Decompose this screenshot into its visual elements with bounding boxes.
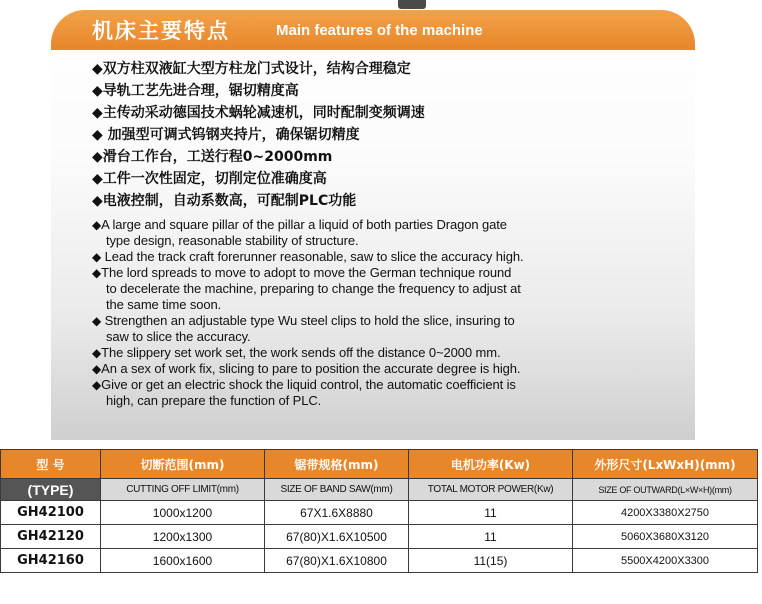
features-panel xyxy=(51,10,695,440)
table-row xyxy=(1,525,758,549)
feature-text-en: An a sex of work fix, slicing to pare to position the accurate degree is high. xyxy=(101,361,521,376)
motor-power-cell: 11(15) xyxy=(409,549,573,573)
feature-text-zh: 工件一次性固定，切削定位准确度高 xyxy=(102,171,327,187)
feature-text-en: to decelerate the machine, preparing to change the frequency to adjust at xyxy=(106,281,521,296)
feature-item-en xyxy=(92,281,692,297)
band-saw-cell: 67(80)X1.6X10500 xyxy=(265,525,409,549)
diamond-bullet-icon: ◆ xyxy=(92,193,103,209)
feature-item-en xyxy=(92,361,692,377)
feature-text-en: A large and square pillar of the pillar a liquid of both parties Dragon gate xyxy=(101,217,507,232)
feature-item-en xyxy=(92,249,692,265)
header-outward-size-en: SIZE OF OUTWARD(L×W×H)(mm) xyxy=(573,479,758,501)
feature-item-en xyxy=(92,313,692,329)
feature-item-en xyxy=(92,233,692,249)
band-saw-cell: 67(80)X1.6X10800 xyxy=(265,549,409,573)
model-cell: GH42160 xyxy=(1,549,101,573)
feature-text-zh: 双方柱双液缸大型方柱龙门式设计，结构合理稳定 xyxy=(102,61,411,77)
feature-text-en: The lord spreads to move to adopt to move the German technique round xyxy=(101,265,512,280)
header-band-saw-en: SIZE OF BAND SAW(mm) xyxy=(265,479,409,501)
diamond-bullet-icon: ◆ xyxy=(92,314,102,328)
feature-text-en: Give or get an electric shock the liquid control, the automatic coefficient is xyxy=(101,377,516,392)
feature-text-en: Strengthen an adjustable type Wu steel clips to hold the slice, insuring to xyxy=(101,313,515,328)
feature-text-en: the same time soon. xyxy=(106,297,222,312)
diamond-bullet-icon: ◆ xyxy=(92,266,102,280)
cutting-limit-cell: 1600x1600 xyxy=(101,549,265,573)
feature-item-en xyxy=(92,265,692,281)
diamond-bullet-icon: ◆ xyxy=(92,171,103,187)
feature-text-en: type design, reasonable stability of structure. xyxy=(106,233,359,248)
diamond-bullet-icon: ◆ xyxy=(92,378,102,392)
feature-text-en: The slippery set work set, the work sends off the distance 0~2000 mm. xyxy=(101,345,501,360)
diamond-bullet-icon: ◆ xyxy=(92,61,103,77)
header-type-en: (TYPE) xyxy=(1,479,101,501)
table-row xyxy=(1,549,758,573)
title-chinese: 机床主要特点 xyxy=(92,19,230,43)
feature-item-zh xyxy=(92,190,425,212)
header-cutting-limit-en: CUTTING OFF LIMIT(mm) xyxy=(101,479,265,501)
header-outward-size-zh: 外形尺寸(LxWxH)(mm) xyxy=(573,450,758,479)
feature-item-zh xyxy=(92,168,425,190)
motor-power-cell: 11 xyxy=(409,525,573,549)
feature-item-zh xyxy=(92,80,425,102)
features-list-english xyxy=(92,217,692,409)
feature-item-en xyxy=(92,329,692,345)
band-saw-cell: 67X1.6X8880 xyxy=(265,501,409,525)
features-header xyxy=(51,10,695,50)
cutting-limit-cell: 1200x1300 xyxy=(101,525,265,549)
diamond-bullet-icon: ◆ xyxy=(92,83,103,99)
feature-item-en xyxy=(92,297,692,313)
feature-text-en: Lead the track craft forerunner reasonable, saw to slice the accuracy high. xyxy=(101,249,524,264)
diamond-bullet-icon: ◆ xyxy=(92,218,102,232)
feature-text-en: saw to slice the accuracy. xyxy=(106,329,251,344)
feature-text-zh: 滑台工作台，工送行程0~2000mm xyxy=(102,149,333,165)
motor-power-cell: 11 xyxy=(409,501,573,525)
feature-text-zh: 电液控制，自动系数高，可配制PLC功能 xyxy=(102,193,357,209)
features-list-chinese xyxy=(92,58,425,212)
model-cell: GH42100 xyxy=(1,501,101,525)
feature-text-en: high, can prepare the function of PLC. xyxy=(106,393,322,408)
feature-text-zh: 加强型可调式钨钢夹持片，确保锯切精度 xyxy=(102,127,360,143)
diamond-bullet-icon: ◆ xyxy=(92,362,102,376)
top-decoration xyxy=(398,0,426,9)
header-motor-power-zh: 电机功率(Kw) xyxy=(409,450,573,479)
feature-item-en xyxy=(92,393,692,409)
feature-item-en xyxy=(92,217,692,233)
diamond-bullet-icon: ◆ xyxy=(92,149,103,165)
header-type-zh: 型 号 xyxy=(1,450,101,479)
feature-item-en xyxy=(92,345,692,361)
feature-text-zh: 主传动采动德国技术蜗轮减速机，同时配制变频调速 xyxy=(102,105,425,121)
spec-header-row-english xyxy=(1,479,758,501)
spec-table xyxy=(0,449,758,573)
spec-header-row-chinese xyxy=(1,450,758,479)
outward-size-cell: 5060X3680X3120 xyxy=(573,525,758,549)
feature-item-zh xyxy=(92,58,425,80)
title-english: Main features of the machine xyxy=(276,22,483,39)
feature-item-en xyxy=(92,377,692,393)
diamond-bullet-icon: ◆ xyxy=(92,127,103,143)
feature-item-zh xyxy=(92,124,425,146)
feature-text-zh: 导轨工艺先进合理，锯切精度高 xyxy=(102,83,299,99)
header-band-saw-zh: 锯带规格(mm) xyxy=(265,450,409,479)
cutting-limit-cell: 1000x1200 xyxy=(101,501,265,525)
header-motor-power-en: TOTAL MOTOR POWER(Kw) xyxy=(409,479,573,501)
model-cell: GH42120 xyxy=(1,525,101,549)
table-row xyxy=(1,501,758,525)
diamond-bullet-icon: ◆ xyxy=(92,250,102,264)
outward-size-cell: 5500X4200X3300 xyxy=(573,549,758,573)
feature-item-zh xyxy=(92,146,425,168)
header-cutting-limit-zh: 切断范围(mm) xyxy=(101,450,265,479)
feature-item-zh xyxy=(92,102,425,124)
diamond-bullet-icon: ◆ xyxy=(92,105,103,121)
diamond-bullet-icon: ◆ xyxy=(92,346,102,360)
outward-size-cell: 4200X3380X2750 xyxy=(573,501,758,525)
